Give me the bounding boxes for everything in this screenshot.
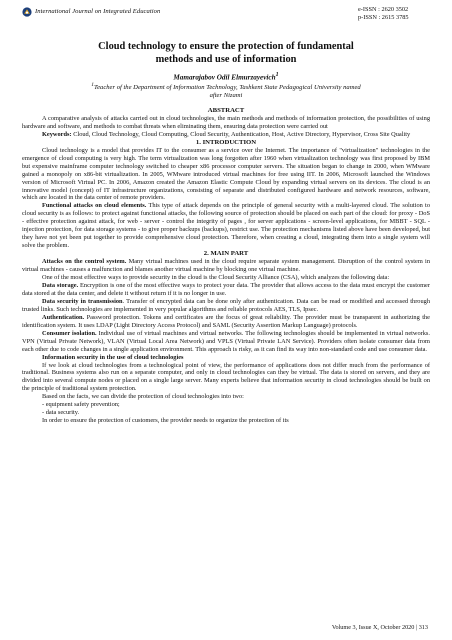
authentication-paragraph	[22, 314, 430, 330]
information-security-paragraph: If we look at cloud technologies from a technological point of view, the performance of applications does not differ much from the performance of traditional. Business systems also run on a separate computer, and only in cloud technologies can they be virtual. The data is stored on servers, and they are divided into several compute nodes or placed on a single large server. Many experts believe that information security in cloud technologies should be built on the principle of traditional system protection.	[22, 361, 430, 393]
authentication-label: Authentication.	[42, 313, 85, 321]
information-security-heading: Information security in the use of cloud technologies	[42, 353, 184, 361]
pissn: p-ISSN : 2615 3785	[358, 14, 409, 21]
author-text: Mamarajabov Odil Elmurzayevich	[173, 73, 276, 82]
issn-block	[358, 6, 430, 22]
author-superscript: 1	[275, 72, 279, 78]
keywords-paragraph	[22, 131, 430, 139]
keywords-label: Keywords:	[42, 130, 72, 138]
eissn: e-ISSN : 2620 3502	[358, 6, 409, 13]
abstract-heading: ABSTRACT	[207, 107, 245, 114]
list-item: - equipment safety prevention;	[42, 401, 120, 409]
data-storage-text: Encryption is one of the most effective ways to protect your data. The provider that allows access to the data must encrypt the customer data stored at the data center, and delete it without return if it is no longer in use.	[22, 281, 430, 297]
author-name	[30, 72, 422, 81]
consumer-isolation-text: Individual use of virtual machines and virtual networks. The following technologies should be implemented in virtual networks. VPN (Virtual Private Network), VLAN (Virtual Local Area Network) and VPLS (Virtual Private LAN Service). Providers often isolate consumer data from each other due to code changes in a single application environment. This approach is risky, as it can find its way into non-standard code and use consumer data.	[22, 329, 430, 353]
affiliation-text: Teacher of the Department of Information Technology, Tashkent State Pedagogical University named after Nizami	[94, 84, 361, 100]
main-part-heading: 2. MAIN PART	[203, 250, 249, 258]
abstract-text: A comparative analysis of attacks carried out in cloud technologies, the main methods and methods of information protection, the possibilities of using hardware and software, and methods to combat threats when eliminating them, ensuring data protection were carried out	[22, 114, 430, 130]
title-line-1: Cloud technology to ensure the protection of fundamental	[98, 41, 354, 52]
page-header	[22, 4, 430, 30]
control-system-label: Attacks on the control system.	[42, 258, 127, 266]
functional-attacks-text: This type of attack depends on the principle of general security with a multi-layered cloud. The solution to cloud security is as follows: to protect against functional attacks, the following source of protection should be placed on each part of the cloud: for proxy - DoS - effective protection against attack, for web - server - control the integrity of pages , for server applications - screen-level applications, for MBBT - SQL - injection protection, for data storage systems - to give proper backups (backups), restrict use. The protection mechanisms listed above have been developed, but they have not yet been put together to provide comprehensive cloud protection. Therefore, when creating a cloud, integrating them into a single system will solve the problem.	[22, 202, 430, 250]
page-footer: Volume 3, Issue X, October 2020 | 313	[331, 624, 428, 631]
paper-body	[22, 107, 430, 425]
data-storage-label: Data storage.	[42, 281, 79, 289]
closing-paragraph: In order to ensure the protection of customers, the provider needs to organize the protection of its	[42, 417, 289, 425]
data-transmission-text: . Transfer of encrypted data can be done only after authentication. Data can be read or modified and accessed through trusted links. Such technologies are implemented in very popular algorithms and reliable protocols AES, TLS, Ipsec.	[22, 297, 430, 313]
author-affiliation	[90, 81, 362, 101]
consumer-isolation-paragraph	[22, 330, 430, 354]
consumer-isolation-label: Consumer isolation.	[42, 329, 97, 337]
control-system-paragraph	[22, 258, 430, 274]
title-line-2: methods and use of information	[155, 53, 297, 65]
authentication-text: Password protection. Tokens and certificates are the focus of great reliability. The provider must be transparent in authorizing the identification system. It uses LDAP (Light Directory Access Protocol) and SAML (Security Assertion Markup Language) protocols.	[22, 313, 430, 329]
journal-logo-icon	[22, 7, 32, 17]
csa-paragraph: One of the most effective ways to provide security in the cloud is the Cloud Security Alliance (CSA), which analyzes the following data:	[42, 274, 390, 282]
introduction-paragraph: Cloud technology is a model that provides IT to the consumer as a service over the Internet. The importance of "virtualization" technologies in the emergence of cloud computing is very high. The term virtualization was long forgotten after 1960 when virtualization technology was first proposed by IBM but expensive mainframe computer technology switched to cheaper x86 processor computer servers. The situation began to change in 2000, when WMware gained a monopoly on x86-bit virtualization. In 2005, WMware introduced virtual machines for free using IIT. In 2006, Microsoft launched the Windows version of Microsoft Virtual PC. In 2006, Amazon created the Amazon Elastic Compute Cloud by expanding virtual servers on its devices. The cloud is an innovative model (concept) of IT infrastructure organizations, consisting of separate and distributed configured hardware and network resources, software, which are located in the data center of remote providers.	[22, 146, 430, 202]
journal-name: International Journal on Integrated Education	[35, 8, 161, 15]
control-system-text: Many virtual machines used in the cloud require separate system management. Disruption of the control system in virtual machines - causes a malfunction and blames another virtual machine by blocking one virtual machine.	[22, 258, 430, 274]
data-transmission-label: Data security in transmission	[42, 297, 123, 305]
affiliation-superscript: 1	[91, 82, 95, 88]
data-transmission-paragraph	[22, 298, 430, 314]
functional-attacks-label: Functional attacks on cloud elements.	[42, 202, 147, 210]
introduction-heading: 1. INTRODUCTION	[195, 138, 257, 146]
divide-paragraph: Based on the facts, we can divide the protection of cloud technologies into two:	[42, 393, 244, 401]
keywords-text: Cloud, Cloud Technology, Cloud Computing, Cloud Security, Authentication, Host, Active Directory, Hypervisor, Cross Site Quality	[73, 130, 411, 138]
data-storage-paragraph	[22, 282, 430, 298]
functional-attacks-paragraph	[22, 202, 430, 250]
paper-title	[40, 41, 412, 66]
list-item: - data security.	[42, 409, 80, 417]
